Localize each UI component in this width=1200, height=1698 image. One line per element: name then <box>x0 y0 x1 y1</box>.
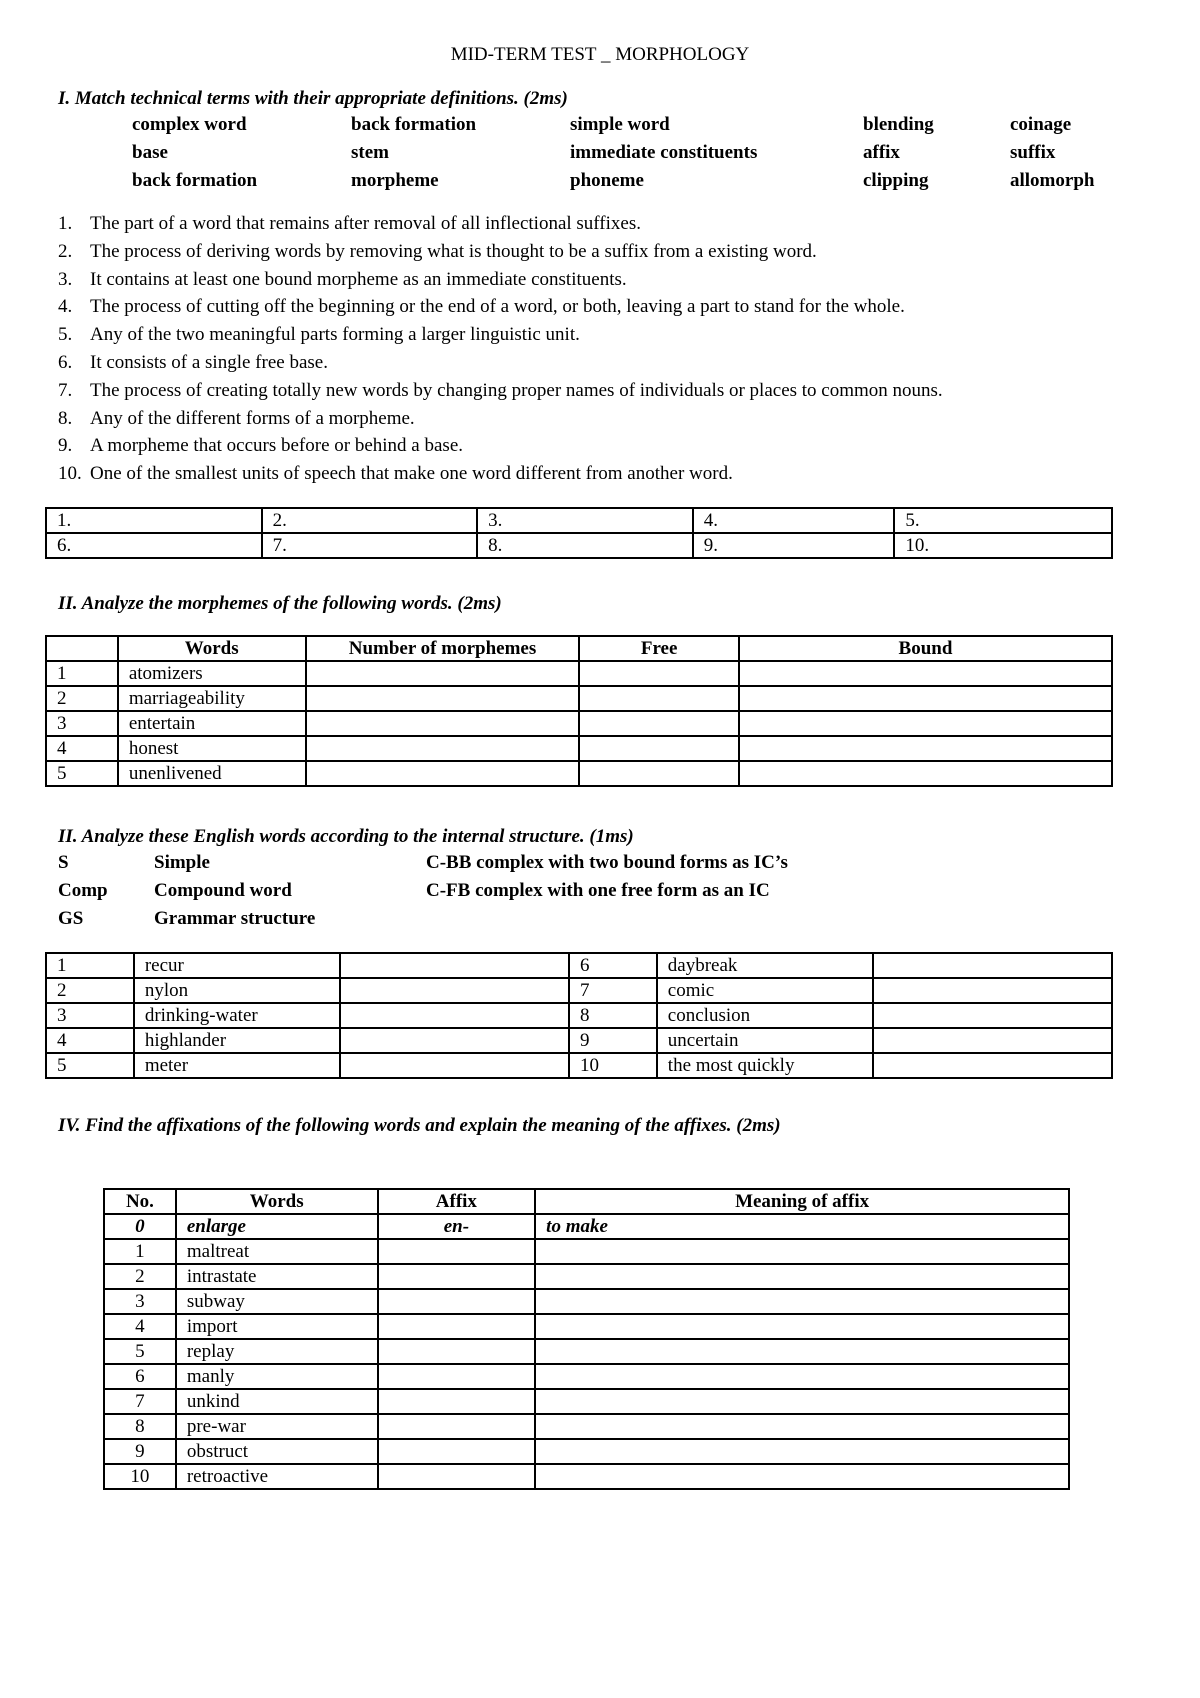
term: stem <box>351 142 389 163</box>
column-header: Meaning of affix <box>535 1189 1069 1214</box>
definition-item <box>58 435 943 463</box>
answer-cell[interactable] <box>739 661 1112 686</box>
answer-cell[interactable] <box>340 1003 569 1028</box>
answer-cell[interactable] <box>535 1314 1069 1339</box>
table-row <box>46 761 1112 786</box>
answer-cell[interactable] <box>579 736 739 761</box>
term: allomorph <box>1010 170 1095 191</box>
answer-cell[interactable] <box>378 1264 536 1289</box>
word-cell: intrastate <box>176 1264 378 1289</box>
answer-cell[interactable]: 8. <box>477 533 693 558</box>
answer-cell[interactable] <box>340 1028 569 1053</box>
row-number: 3 <box>46 711 118 736</box>
column-header: Number of morphemes <box>306 636 580 661</box>
word-cell: honest <box>118 736 306 761</box>
answer-cell[interactable] <box>873 1053 1112 1078</box>
table-row <box>46 508 1112 533</box>
table-row <box>46 711 1112 736</box>
word-cell: highlander <box>134 1028 340 1053</box>
definition-item <box>58 213 943 241</box>
word-cell: uncertain <box>657 1028 873 1053</box>
affix-cell: en- <box>378 1214 536 1239</box>
term: complex word <box>132 114 247 135</box>
table-row <box>46 736 1112 761</box>
table-row <box>104 1239 1069 1264</box>
definition-number: 1. <box>58 213 73 234</box>
table-header-row <box>104 1189 1069 1214</box>
term: morpheme <box>351 170 439 191</box>
table-row <box>104 1389 1069 1414</box>
column-header: Words <box>118 636 306 661</box>
column-header: Bound <box>739 636 1112 661</box>
answer-cell[interactable] <box>535 1439 1069 1464</box>
table-row <box>46 686 1112 711</box>
table-row <box>104 1414 1069 1439</box>
definition-text: The process of deriving words by removing what is thought to be a suffix from a existing word. <box>90 240 817 262</box>
example-row <box>104 1214 1069 1239</box>
column-header: Words <box>176 1189 378 1214</box>
definition-item <box>58 352 943 380</box>
definition-number: 4. <box>58 296 73 318</box>
column-header: Free <box>579 636 739 661</box>
row-number: 2 <box>104 1264 176 1289</box>
answer-cell[interactable] <box>535 1464 1069 1489</box>
answer-cell[interactable]: 9. <box>693 533 895 558</box>
answer-cell[interactable] <box>306 736 580 761</box>
answer-cell[interactable] <box>306 661 580 686</box>
section1-heading: I. Match technical terms with their appropriate definitions. (2ms) <box>58 88 568 109</box>
answer-cell[interactable] <box>306 711 580 736</box>
table-row <box>104 1464 1069 1489</box>
row-number: 4 <box>104 1314 176 1339</box>
answer-cell[interactable] <box>535 1289 1069 1314</box>
answer-cell[interactable] <box>739 686 1112 711</box>
word-cell: retroactive <box>176 1464 378 1489</box>
word-cell: entertain <box>118 711 306 736</box>
row-number: 8 <box>569 1003 657 1028</box>
table-header-row <box>46 636 1112 661</box>
answer-cell[interactable] <box>378 1239 536 1264</box>
answer-cell[interactable] <box>306 761 580 786</box>
row-number: 1 <box>104 1239 176 1264</box>
row-number: 4 <box>46 1028 134 1053</box>
definition-number: 5. <box>58 324 73 346</box>
legend-code: Comp <box>58 880 108 901</box>
legend-code: S <box>58 852 69 873</box>
word-cell: the most quickly <box>657 1053 873 1078</box>
term: base <box>132 142 168 163</box>
definition-number: 7. <box>58 379 73 401</box>
answer-cell[interactable] <box>535 1264 1069 1289</box>
definition-item <box>58 380 943 408</box>
answer-cell[interactable]: 10. <box>894 533 1112 558</box>
answer-cell[interactable]: 3. <box>477 508 693 533</box>
word-cell: recur <box>134 953 340 978</box>
answer-cell[interactable] <box>340 953 569 978</box>
definition-text: The process of creating totally new words by changing proper names of individuals or places to common nouns. <box>90 379 943 401</box>
answer-cell[interactable]: 4. <box>693 508 895 533</box>
table-row <box>46 953 1112 978</box>
term: suffix <box>1010 142 1056 163</box>
word-cell: subway <box>176 1289 378 1314</box>
word-cell: meter <box>134 1053 340 1078</box>
definition-number: 3. <box>58 268 73 290</box>
definition-item <box>58 296 943 324</box>
answer-cell[interactable]: 7. <box>262 533 478 558</box>
term: phoneme <box>570 170 644 191</box>
answer-cell[interactable] <box>739 761 1112 786</box>
column-header: Affix <box>378 1189 536 1214</box>
definition-item <box>58 269 943 297</box>
morpheme-table <box>45 635 1113 787</box>
answer-cell[interactable] <box>579 661 739 686</box>
legend-label: Compound word <box>154 880 292 901</box>
answer-cell[interactable]: 6. <box>46 533 262 558</box>
structure-table <box>45 952 1113 1079</box>
table-row <box>46 1003 1112 1028</box>
definition-text: It consists of a single free base. <box>90 351 328 373</box>
word-cell: daybreak <box>657 953 873 978</box>
definition-text: The process of cutting off the beginning or the end of a word, or both, leaving a part to stand for the whole. <box>90 296 905 318</box>
term: clipping <box>863 170 929 191</box>
definition-item <box>58 463 943 491</box>
word-cell: unkind <box>176 1389 378 1414</box>
table-row <box>46 978 1112 1003</box>
answer-cell[interactable] <box>378 1339 536 1364</box>
meaning-cell: to make <box>535 1214 1069 1239</box>
row-number: 3 <box>104 1289 176 1314</box>
table-row <box>104 1289 1069 1314</box>
row-number: 10 <box>104 1464 176 1489</box>
word-cell: comic <box>657 978 873 1003</box>
affix-table <box>103 1188 1070 1490</box>
term: blending <box>863 114 934 135</box>
definition-number: 9. <box>58 435 73 457</box>
answer-cell[interactable] <box>535 1414 1069 1439</box>
answer-cell[interactable] <box>378 1314 536 1339</box>
answer-cell[interactable] <box>340 978 569 1003</box>
answer-cell[interactable] <box>378 1414 536 1439</box>
term: simple word <box>570 114 670 135</box>
table-row <box>104 1339 1069 1364</box>
definition-text: It contains at least one bound morpheme as an immediate constituents. <box>90 268 627 290</box>
page-title: MID-TERM TEST _ MORPHOLOGY <box>450 44 750 65</box>
section3-heading: II. Analyze these English words according to the internal structure. (1ms) <box>58 826 634 847</box>
definition-number: 6. <box>58 351 73 373</box>
answer-grid <box>45 507 1113 559</box>
answer-cell[interactable] <box>378 1439 536 1464</box>
answer-cell[interactable]: 2. <box>262 508 478 533</box>
word-cell: drinking-water <box>134 1003 340 1028</box>
answer-cell[interactable] <box>535 1239 1069 1264</box>
word-cell: atomizers <box>118 661 306 686</box>
legend-extra: C-FB complex with one free form as an IC <box>426 880 770 901</box>
definition-item <box>58 241 943 269</box>
answer-cell[interactable] <box>535 1364 1069 1389</box>
word-cell: maltreat <box>176 1239 378 1264</box>
word-cell: conclusion <box>657 1003 873 1028</box>
definition-list <box>58 213 943 491</box>
section2-heading: II. Analyze the morphemes of the following words. (2ms) <box>58 593 502 614</box>
row-number: 6 <box>569 953 657 978</box>
definition-text: The part of a word that remains after removal of all inflectional suffixes. <box>90 213 641 234</box>
table-row <box>46 1028 1112 1053</box>
answer-cell[interactable] <box>873 1003 1112 1028</box>
row-number: 2 <box>46 686 118 711</box>
answer-cell[interactable] <box>739 736 1112 761</box>
answer-cell[interactable] <box>739 711 1112 736</box>
word-cell: enlarge <box>176 1214 378 1239</box>
term: immediate constituents <box>570 142 758 163</box>
answer-cell[interactable] <box>378 1464 536 1489</box>
answer-cell[interactable] <box>378 1289 536 1314</box>
answer-cell[interactable] <box>378 1364 536 1389</box>
term: coinage <box>1010 114 1072 135</box>
row-number: 1 <box>46 661 118 686</box>
word-cell: import <box>176 1314 378 1339</box>
legend-label: Simple <box>154 852 210 873</box>
answer-cell[interactable]: 1. <box>46 508 262 533</box>
definition-text: A morpheme that occurs before or behind a base. <box>90 435 464 457</box>
row-number: 2 <box>46 978 134 1003</box>
term: affix <box>863 142 900 163</box>
row-number: 9 <box>104 1439 176 1464</box>
row-number: 7 <box>569 978 657 1003</box>
row-number: 0 <box>104 1214 176 1239</box>
answer-cell[interactable] <box>873 978 1112 1003</box>
table-row <box>104 1439 1069 1464</box>
answer-cell[interactable] <box>535 1339 1069 1364</box>
row-number: 9 <box>569 1028 657 1053</box>
answer-cell[interactable] <box>873 953 1112 978</box>
definition-number: 10. <box>58 463 82 485</box>
answer-cell[interactable] <box>579 711 739 736</box>
word-cell: nylon <box>134 978 340 1003</box>
table-row <box>104 1364 1069 1389</box>
word-cell: manly <box>176 1364 378 1389</box>
word-cell: marriageability <box>118 686 306 711</box>
answer-cell[interactable] <box>579 686 739 711</box>
table-row <box>46 533 1112 558</box>
word-cell: replay <box>176 1339 378 1364</box>
row-number: 1 <box>46 953 134 978</box>
row-number: 8 <box>104 1414 176 1439</box>
row-number: 5 <box>46 1053 134 1078</box>
row-number: 10 <box>569 1053 657 1078</box>
definition-text: One of the smallest units of speech that make one word different from another word. <box>90 463 733 485</box>
answer-cell[interactable] <box>340 1053 569 1078</box>
definition-number: 2. <box>58 240 73 262</box>
column-header: No. <box>104 1189 176 1214</box>
column-header <box>46 636 118 661</box>
answer-cell[interactable] <box>378 1389 536 1414</box>
legend-extra: C-BB complex with two bound forms as IC’s <box>426 852 788 873</box>
table-row <box>46 661 1112 686</box>
word-cell: obstruct <box>176 1439 378 1464</box>
word-cell: pre-war <box>176 1414 378 1439</box>
definition-item <box>58 324 943 352</box>
row-number: 3 <box>46 1003 134 1028</box>
answer-cell[interactable] <box>873 1028 1112 1053</box>
row-number: 7 <box>104 1389 176 1414</box>
table-row <box>46 1053 1112 1078</box>
answer-cell[interactable] <box>306 686 580 711</box>
table-row <box>104 1314 1069 1339</box>
definition-text: Any of the two meaningful parts forming a larger linguistic unit. <box>90 324 580 346</box>
row-number: 4 <box>46 736 118 761</box>
definition-number: 8. <box>58 407 73 429</box>
definition-text: Any of the different forms of a morpheme. <box>90 407 415 429</box>
definition-item <box>58 408 943 436</box>
answer-cell[interactable] <box>535 1389 1069 1414</box>
table-row <box>104 1264 1069 1289</box>
row-number: 5 <box>46 761 118 786</box>
word-cell: unenlivened <box>118 761 306 786</box>
answer-cell[interactable] <box>579 761 739 786</box>
answer-cell[interactable]: 5. <box>894 508 1112 533</box>
section4-heading: IV. Find the affixations of the following words and explain the meaning of the affixes. (2ms) <box>58 1115 781 1136</box>
row-number: 5 <box>104 1339 176 1364</box>
term: back formation <box>132 170 258 191</box>
row-number: 6 <box>104 1364 176 1389</box>
legend-label: Grammar structure <box>154 908 316 929</box>
legend-code: GS <box>58 908 84 929</box>
term: back formation <box>351 114 477 135</box>
